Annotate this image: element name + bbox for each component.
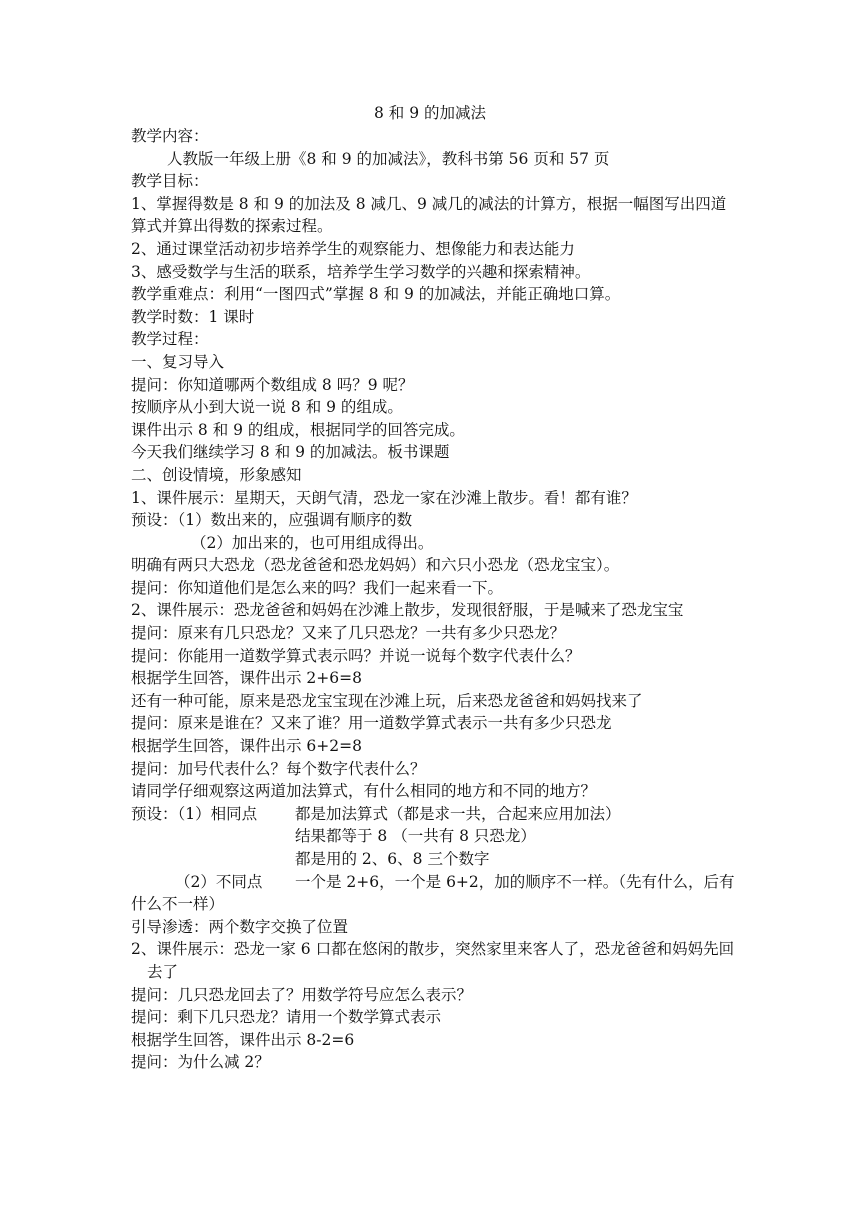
paragraph: 提问：加号代表什么？每个数字代表什么？ (131, 759, 426, 778)
preset-label: 预设：（1）相同点 (131, 804, 258, 823)
preset-row (131, 825, 741, 848)
paragraph: 课件出示 8 和 9 的组成，根据同学的回答完成。 (131, 420, 465, 439)
preset-row (131, 871, 741, 916)
paragraph: 还有一种可能，原来是恐龙宝宝现在沙滩上玩，后来恐龙爸爸和妈妈找来了 (131, 691, 643, 710)
preset-label: （2）不同点 (175, 872, 263, 891)
paragraph: 2、通过课堂活动初步培养学生的观察能力、想像能力和表达能力 (131, 239, 575, 258)
paragraph: 3、感受数学与生活的联系，培养学生学习数学的兴趣和探索精神。 (131, 262, 591, 281)
paragraph: 根据学生回答，课件出示 6+2=8 (131, 737, 362, 756)
paragraph: 提问：为什么减 2？ (131, 1053, 270, 1072)
document-title: 8 和 9 的加减法 (373, 104, 486, 122)
paragraph: 提问：剩下几只恐龙？请用一个数学算式表示 (131, 1008, 442, 1027)
paragraph: 引导渗透：两个数字交换了位置 (131, 917, 349, 936)
paragraph: 明确有两只大恐龙（恐龙爸爸和恐龙妈妈）和六只小恐龙（恐龙宝宝）。 (131, 556, 620, 575)
preset-row (131, 848, 741, 871)
paragraph: 预设：（1）数出来的，应强调有顺序的数 (131, 511, 413, 530)
section-heading: 二、创设情境，形象感知 (131, 465, 302, 484)
paragraph: 1、课件展示：星期天，天朗气清，恐龙一家在沙滩上散步。看！都有谁？ (131, 488, 637, 507)
heading-process: 教学过程： (131, 330, 209, 349)
paragraph: 2、课件展示：恐龙一家 6 口都在悠闲的散步，突然家里来客人了，恐龙爸爸和妈妈先回去了 (131, 940, 735, 981)
paragraph: 根据学生回答，课件出示 2+6=8 (131, 669, 362, 688)
preset-text: 一个是 2+6，一个是 6+2，加的顺序不一样。（先有什么，后有什么不一样） (131, 872, 735, 914)
paragraph: 今天我们继续学习 8 和 9 的加减法。板书课题 (131, 443, 450, 462)
paragraph: 提问：几只恐龙回去了？用数学符号应怎么表示？ (131, 985, 473, 1004)
paragraph: 教学重难点：利用“一图四式”掌握 8 和 9 的加减法，并能正确地口算。 (131, 285, 621, 304)
paragraph: 根据学生回答，课件出示 8-2=6 (131, 1030, 355, 1049)
heading-objectives: 教学目标： (131, 172, 209, 191)
preset-text: 都是用的 2、6、8 三个数字 (295, 850, 490, 868)
paragraph: 提问：你知道他们是怎么来的吗？我们一起来看一下。 (131, 578, 504, 597)
paragraph: 2、课件展示：恐龙爸爸和妈妈在沙滩上散步，发现很舒服，于是喊来了恐龙宝宝 (131, 601, 684, 620)
paragraph: 人教版一年级上册《8 和 9 的加减法》，教科书第 56 页和 57 页 (167, 149, 610, 168)
paragraph: 按顺序从小到大说一说 8 和 9 的组成。 (131, 398, 403, 417)
paragraph: 提问：原来是谁在？又来了谁？用一道数学算式表示一共有多少只恐龙 (131, 714, 612, 733)
heading-content: 教学内容： (131, 127, 209, 145)
preset-text: 结果都等于 8 （一共有 8 只恐龙） (295, 827, 536, 846)
paragraph: 请同学仔细观察这两道加法算式，有什么相同的地方和不同的地方？ (131, 782, 597, 801)
document-body (131, 125, 741, 1074)
preset-row (131, 803, 741, 826)
section-heading: 一、复习导入 (131, 352, 225, 371)
paragraph: 1、掌握得数是 8 和 9 的加法及 8 减几、9 减几的减法的计算方，根据一幅图写出四道算式并算出得数的探索过程。 (131, 194, 727, 236)
paragraph: 教学时数：1 课时 (131, 307, 255, 326)
paragraph: （2）加出来的，也可用组成得出。 (191, 533, 434, 552)
preset-text: 都是加法算式（都是求一共，合起来应用加法） (295, 804, 621, 823)
paragraph: 提问：你知道哪两个数组成 8 吗？9 呢？ (131, 375, 414, 394)
paragraph: 提问：你能用一道数学算式表示吗？并说一说每个数字代表什么？ (131, 646, 581, 665)
paragraph: 提问：原来有几只恐龙？又来了几只恐龙？一共有多少只恐龙？ (131, 624, 566, 643)
